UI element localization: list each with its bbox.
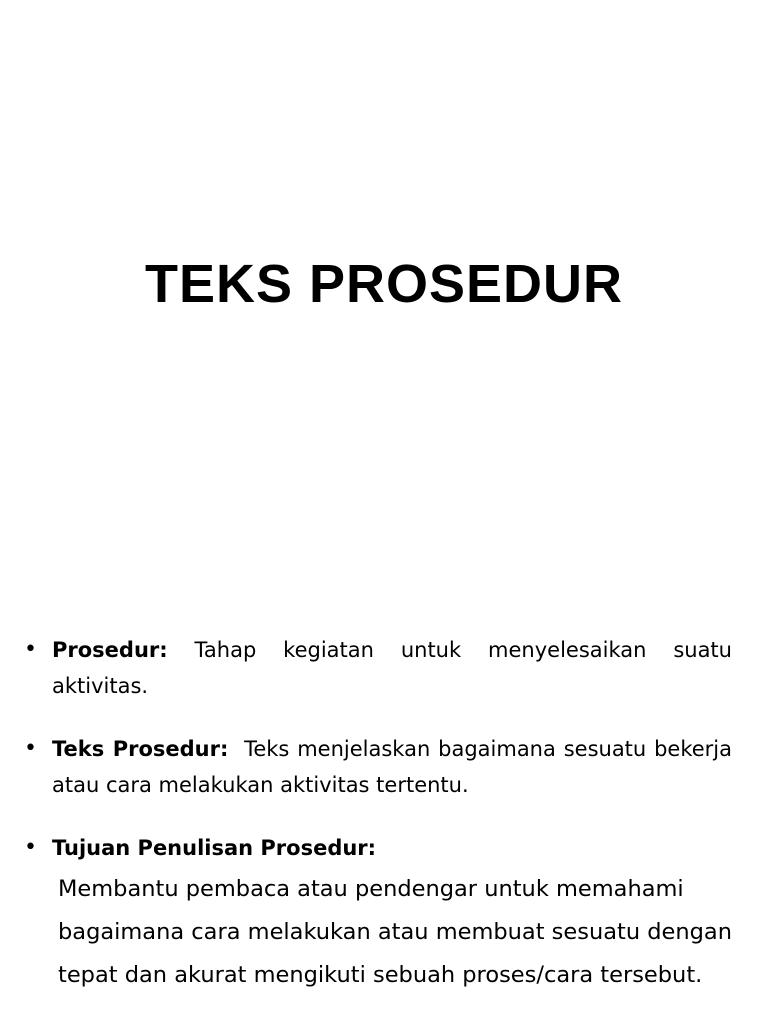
- bullet-dot-icon: •: [24, 835, 37, 860]
- bullet-item-tujuan: [24, 830, 732, 997]
- bullet-item-prosedur: [24, 632, 732, 704]
- bullet-item-teks-prosedur: [24, 731, 732, 803]
- bullet-term: Prosedur:: [52, 638, 168, 662]
- bullet-term: Tujuan Penulisan Prosedur:: [52, 836, 377, 860]
- bullet-list: [24, 632, 732, 997]
- slide-title: TEKS PROSEDUR: [144, 254, 624, 314]
- bullet-dot-icon: •: [24, 736, 37, 761]
- bullet-dot-icon: •: [24, 637, 37, 662]
- bullet-term: Teks Prosedur:: [52, 737, 229, 761]
- bullet-text: Teks menjelaskan bagaimana sesuatu bekerja atau cara melakukan aktivitas tertentu.: [52, 737, 732, 797]
- bullet-text: Tahap kegiatan untuk menyelesaikan suatu aktivitas.: [52, 638, 732, 698]
- purpose-body-text: Membantu pembaca atau pendengar untuk memahami bagaimana cara melakukan atau membuat sesuatu dengan tepat dan akurat mengikuti sebuah proses/cara tersebut.: [58, 876, 732, 988]
